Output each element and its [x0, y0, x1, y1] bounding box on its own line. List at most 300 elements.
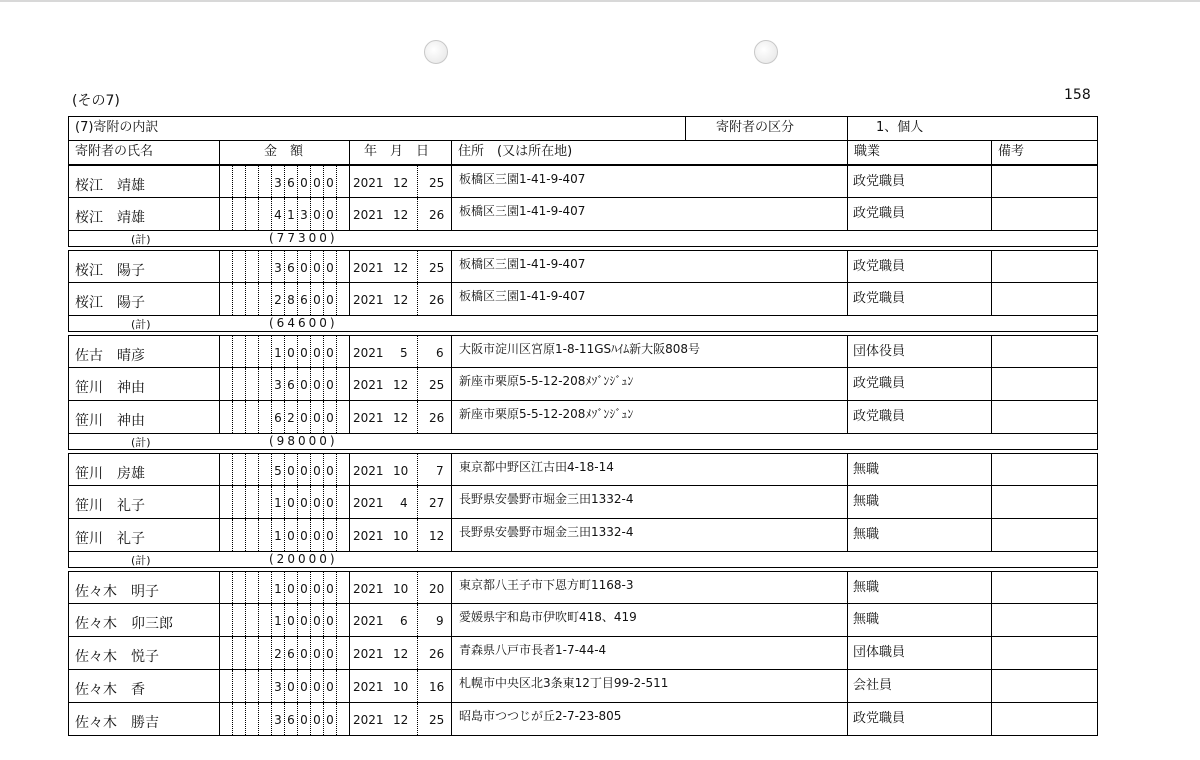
amount-cell [219, 251, 349, 282]
amount-digit: 0 [326, 614, 334, 628]
amount-digit-divider [336, 166, 337, 197]
donation-month: 12 [393, 208, 409, 222]
amount-digit-divider [219, 637, 220, 669]
donor-occupation: 政党職員 [853, 291, 906, 306]
notes-divider [991, 401, 992, 433]
amount-digit-divider [271, 283, 272, 315]
amount-digit-divider [336, 572, 337, 603]
amount-digit-divider [271, 454, 272, 485]
donor-name: 桜江 靖雄 [75, 178, 145, 194]
amount-digit-divider [297, 670, 298, 702]
date-divider [349, 454, 350, 485]
amount-digit: 0 [326, 293, 334, 307]
donor-address: 板橋区三園1-41-9-407 [459, 204, 586, 218]
amount-digit: 0 [326, 176, 334, 190]
amount-digit: 1 [274, 529, 282, 543]
amount-digit-divider [258, 604, 259, 636]
date-day-divider [417, 251, 418, 282]
donor-name: 佐々木 明子 [75, 584, 159, 600]
amount-digit-divider [284, 604, 285, 636]
amount-digit-divider [284, 166, 285, 197]
notes-divider [991, 251, 992, 282]
subtotal-row [68, 434, 1098, 450]
col-date: 年 月 日 [349, 141, 451, 164]
amount-digit: 3 [274, 713, 282, 727]
amount-digit: 2 [274, 647, 282, 661]
address-divider [451, 401, 452, 433]
amount-digit: 0 [300, 713, 308, 727]
amount-digit-divider [219, 336, 220, 367]
page-edge [0, 0, 1200, 2]
table-title-row [68, 117, 1098, 141]
punch-hole-left [424, 40, 448, 64]
amount-digit-divider [258, 251, 259, 282]
amount-digit-divider [336, 368, 337, 400]
address-divider [451, 283, 452, 315]
donor-occupation: 政党職員 [853, 376, 906, 391]
date-divider [349, 401, 350, 433]
amount-cell [219, 368, 349, 400]
amount-digit-divider [271, 166, 272, 197]
date-divider [349, 251, 350, 282]
amount-digit: 3 [274, 680, 282, 694]
amount-digit-divider [258, 486, 259, 518]
amount-digit-divider [245, 486, 246, 518]
address-divider [451, 670, 452, 702]
date-day-divider [417, 519, 418, 551]
amount-digit-divider [245, 368, 246, 400]
amount-digit-divider [310, 572, 311, 603]
donation-year: 2021 [353, 346, 384, 360]
date-day-divider [417, 198, 418, 230]
amount-digit-divider [336, 336, 337, 367]
amount-digit: 0 [313, 496, 321, 510]
donation-day: 27 [429, 496, 445, 510]
amount-digit: 0 [287, 529, 295, 543]
amount-digit-divider [323, 454, 324, 485]
amount-digit-divider [297, 401, 298, 433]
donor-address: 大阪市淀川区宮原1-8-11GSﾊｲﾑ新大阪808号 [459, 342, 701, 356]
column-header-row [68, 141, 1098, 165]
donor-name: 笹川 神由 [75, 413, 145, 429]
amount-digit-divider [310, 401, 311, 433]
subtotal-row [68, 552, 1098, 568]
amount-digit-divider [232, 166, 233, 197]
donation-month: 10 [393, 680, 409, 694]
amount-digit-divider [336, 670, 337, 702]
date-divider [349, 519, 350, 551]
amount-digit-divider [297, 283, 298, 315]
amount-digit-divider [245, 336, 246, 367]
amount-digit-divider [232, 401, 233, 433]
donor-name: 桜江 陽子 [75, 295, 145, 311]
col-occupation: 職業 [847, 141, 991, 164]
amount-digit-divider [284, 519, 285, 551]
donor-name: 桜江 靖雄 [75, 210, 145, 226]
amount-digit-divider [336, 401, 337, 433]
amount-digit-divider [336, 703, 337, 735]
donor-occupation: 団体役員 [853, 344, 906, 359]
notes-divider [991, 486, 992, 518]
notes-divider [991, 454, 992, 485]
amount-digit-divider [297, 198, 298, 230]
donor-occupation: 政党職員 [853, 174, 906, 189]
date-divider [349, 486, 350, 518]
occupation-divider [847, 637, 848, 669]
amount-digit-divider [323, 670, 324, 702]
amount-digit-divider [297, 637, 298, 669]
amount-digit: 0 [326, 346, 334, 360]
amount-digit: 1 [287, 208, 295, 222]
donation-row [68, 637, 1098, 670]
amount-digit-divider [310, 486, 311, 518]
amount-digit-divider [297, 336, 298, 367]
donation-day: 12 [429, 529, 445, 543]
amount-digit: 0 [300, 582, 308, 596]
amount-digit: 3 [300, 208, 308, 222]
amount-digit-divider [258, 283, 259, 315]
amount-digit: 5 [274, 464, 282, 478]
subtotal-label: (計) [131, 436, 151, 449]
amount-digit-divider [271, 198, 272, 230]
amount-digit: 3 [274, 378, 282, 392]
donor-name: 桜江 陽子 [75, 263, 145, 279]
donation-row [68, 519, 1098, 552]
amount-digit: 8 [287, 293, 295, 307]
donation-day: 25 [429, 713, 445, 727]
subtotal-label: (計) [131, 233, 151, 246]
amount-digit: 0 [313, 293, 321, 307]
donor-name: 笹川 礼子 [75, 531, 145, 547]
donation-month: 6 [400, 614, 408, 628]
amount-digit: 0 [326, 647, 334, 661]
amount-digit-divider [323, 251, 324, 282]
amount-digit-divider [232, 283, 233, 315]
donor-address: 板橋区三園1-41-9-407 [459, 172, 586, 186]
occupation-divider [847, 670, 848, 702]
date-day-divider [417, 486, 418, 518]
amount-digit-divider [323, 166, 324, 197]
amount-digit-divider [271, 336, 272, 367]
amount-cell [219, 198, 349, 230]
amount-digit-divider [219, 604, 220, 636]
amount-digit-divider [310, 637, 311, 669]
amount-digit-divider [284, 198, 285, 230]
amount-digit-divider [310, 519, 311, 551]
amount-digit-divider [271, 572, 272, 603]
punch-hole-right [754, 40, 778, 64]
donation-month: 10 [393, 464, 409, 478]
donation-year: 2021 [353, 496, 384, 510]
date-divider [349, 336, 350, 367]
amount-digit-divider [245, 572, 246, 603]
amount-digit-divider [310, 670, 311, 702]
amount-digit: 0 [313, 176, 321, 190]
donation-row [68, 335, 1098, 368]
sheet-heading: (その7) [72, 93, 120, 109]
amount-digit: 6 [287, 261, 295, 275]
amount-digit-divider [271, 519, 272, 551]
occupation-divider [847, 401, 848, 433]
amount-digit: 0 [300, 378, 308, 392]
amount-digit-divider [271, 401, 272, 433]
amount-digit-divider [219, 166, 220, 197]
amount-digit-divider [232, 604, 233, 636]
amount-digit: 4 [274, 208, 282, 222]
amount-digit-divider [297, 519, 298, 551]
amount-digit-divider [323, 283, 324, 315]
amount-digit: 0 [313, 614, 321, 628]
amount-digit-divider [219, 519, 220, 551]
amount-digit-divider [258, 670, 259, 702]
donation-day: 26 [429, 208, 445, 222]
amount-digit-divider [336, 637, 337, 669]
donation-row [68, 283, 1098, 316]
amount-digit-divider [284, 336, 285, 367]
amount-digit: 6 [287, 176, 295, 190]
amount-digit-divider [336, 251, 337, 282]
donor-name: 佐々木 卯三郎 [75, 616, 173, 632]
amount-digit-divider [271, 604, 272, 636]
amount-digit-divider [232, 454, 233, 485]
donation-day: 26 [429, 411, 445, 425]
donation-month: 12 [393, 647, 409, 661]
amount-digit-divider [258, 401, 259, 433]
address-divider [451, 637, 452, 669]
amount-digit: 0 [300, 261, 308, 275]
occupation-divider [847, 703, 848, 735]
donation-month: 5 [400, 346, 408, 360]
notes-divider [991, 670, 992, 702]
address-divider [451, 368, 452, 400]
amount-digit-divider [284, 283, 285, 315]
amount-digit-divider [297, 703, 298, 735]
amount-digit: 0 [287, 496, 295, 510]
amount-digit-divider [258, 454, 259, 485]
donation-month: 12 [393, 176, 409, 190]
amount-digit-divider [245, 198, 246, 230]
date-day-divider [417, 637, 418, 669]
date-divider [349, 283, 350, 315]
donation-row [68, 453, 1098, 486]
amount-cell [219, 572, 349, 603]
donation-year: 2021 [353, 208, 384, 222]
date-divider [349, 166, 350, 197]
amount-digit: 0 [300, 614, 308, 628]
donor-address: 愛媛県宇和島市伊吹町418、419 [459, 610, 637, 624]
col-amount: 金 額 [219, 141, 349, 164]
amount-digit-divider [284, 251, 285, 282]
amount-digit-divider [323, 637, 324, 669]
amount-digit-divider [284, 670, 285, 702]
donation-day: 25 [429, 261, 445, 275]
amount-digit: 1 [274, 346, 282, 360]
donation-table [68, 116, 1098, 731]
donor-address: 板橋区三園1-41-9-407 [459, 289, 586, 303]
donor-occupation: 無職 [853, 462, 880, 477]
subtotal-value: (20000) [269, 552, 338, 566]
amount-digit: 0 [313, 582, 321, 596]
subtotal-value: (64600) [269, 316, 338, 330]
amount-digit-divider [219, 703, 220, 735]
amount-digit-divider [232, 368, 233, 400]
donation-month: 12 [393, 293, 409, 307]
amount-digit: 6 [287, 378, 295, 392]
amount-digit-divider [258, 703, 259, 735]
amount-digit-divider [323, 604, 324, 636]
donor-name: 佐々木 香 [75, 682, 145, 698]
donor-name: 笹川 礼子 [75, 498, 145, 514]
donor-address: 昭島市つつじが丘2-7-23-805 [459, 709, 622, 723]
amount-digit: 0 [300, 411, 308, 425]
donor-address: 東京都中野区江古田4-18-14 [459, 460, 614, 474]
amount-digit-divider [323, 336, 324, 367]
notes-divider [991, 198, 992, 230]
amount-digit-divider [271, 486, 272, 518]
amount-digit-divider [245, 283, 246, 315]
donation-year: 2021 [353, 614, 384, 628]
address-divider [451, 198, 452, 230]
notes-divider [991, 572, 992, 603]
amount-digit-divider [310, 198, 311, 230]
donation-year: 2021 [353, 176, 384, 190]
amount-digit-divider [297, 166, 298, 197]
donor-name: 佐々木 悦子 [75, 649, 159, 665]
amount-digit: 3 [274, 176, 282, 190]
subtotal-label: (計) [131, 318, 151, 331]
amount-digit-divider [284, 637, 285, 669]
amount-digit-divider [336, 519, 337, 551]
amount-digit: 0 [287, 464, 295, 478]
amount-digit-divider [258, 368, 259, 400]
amount-digit-divider [323, 368, 324, 400]
date-day-divider [417, 572, 418, 603]
amount-digit-divider [297, 572, 298, 603]
donor-occupation: 会社員 [853, 678, 893, 693]
amount-digit-divider [219, 401, 220, 433]
donation-year: 2021 [353, 713, 384, 727]
amount-cell [219, 670, 349, 702]
notes-divider [991, 519, 992, 551]
col-name: 寄附者の氏名 [75, 144, 154, 159]
date-divider [349, 198, 350, 230]
address-divider [451, 336, 452, 367]
occupation-divider [847, 166, 848, 197]
amount-digit: 0 [287, 346, 295, 360]
notes-divider [991, 637, 992, 669]
donation-row [68, 670, 1098, 703]
amount-digit-divider [284, 486, 285, 518]
amount-digit-divider [245, 401, 246, 433]
subtotal-label: (計) [131, 554, 151, 567]
donor-occupation: 無職 [853, 494, 880, 509]
amount-digit-divider [219, 486, 220, 518]
amount-digit: 3 [274, 261, 282, 275]
amount-digit-divider [219, 454, 220, 485]
donor-name: 佐古 晴彦 [75, 348, 145, 364]
donor-occupation: 無職 [853, 527, 880, 542]
date-day-divider [417, 336, 418, 367]
amount-digit: 6 [300, 293, 308, 307]
donation-row [68, 368, 1098, 401]
amount-digit-divider [310, 368, 311, 400]
donor-address: 新座市栗原5-5-12-208ﾒｿﾞﾝｼﾞｭﾝ [459, 407, 634, 421]
subtotal-value: (98000) [269, 434, 338, 448]
amount-digit: 0 [287, 582, 295, 596]
amount-digit: 0 [326, 582, 334, 596]
amount-digit-divider [336, 454, 337, 485]
amount-digit-divider [232, 572, 233, 603]
amount-digit: 0 [326, 680, 334, 694]
date-day-divider [417, 454, 418, 485]
occupation-divider [847, 604, 848, 636]
table-title: (7)寄附の内訳 [75, 120, 159, 135]
amount-cell [219, 401, 349, 433]
notes-divider [991, 703, 992, 735]
donation-year: 2021 [353, 293, 384, 307]
donor-name: 笹川 房雄 [75, 466, 145, 482]
donor-address: 青森県八戸市長者1-7-44-4 [459, 643, 607, 657]
amount-digit-divider [297, 604, 298, 636]
occupation-divider [847, 368, 848, 400]
amount-digit: 0 [313, 647, 321, 661]
amount-digit-divider [297, 368, 298, 400]
date-day-divider [417, 703, 418, 735]
occupation-divider [847, 519, 848, 551]
amount-digit-divider [245, 519, 246, 551]
amount-digit-divider [323, 401, 324, 433]
date-day-divider [417, 368, 418, 400]
donation-year: 2021 [353, 582, 384, 596]
amount-digit-divider [258, 336, 259, 367]
col-notes: 備考 [991, 141, 1097, 164]
amount-digit: 0 [313, 346, 321, 360]
date-divider [349, 670, 350, 702]
amount-digit-divider [284, 572, 285, 603]
amount-digit-divider [284, 703, 285, 735]
donation-row [68, 165, 1098, 198]
donor-name: 佐々木 勝吉 [75, 715, 159, 731]
amount-digit-divider [310, 336, 311, 367]
donation-day: 6 [436, 346, 444, 360]
amount-digit-divider [323, 486, 324, 518]
date-divider [349, 572, 350, 603]
amount-digit: 0 [300, 176, 308, 190]
amount-digit-divider [310, 166, 311, 197]
donor-name: 笹川 神由 [75, 380, 145, 396]
address-divider [451, 604, 452, 636]
address-divider [451, 703, 452, 735]
amount-digit-divider [245, 604, 246, 636]
donation-day: 26 [429, 647, 445, 661]
category-label: 寄附者の区分 [685, 117, 847, 140]
amount-digit-divider [232, 637, 233, 669]
amount-digit-divider [245, 637, 246, 669]
amount-digit: 0 [313, 261, 321, 275]
date-day-divider [417, 166, 418, 197]
amount-digit-divider [219, 368, 220, 400]
amount-digit: 0 [313, 411, 321, 425]
amount-digit-divider [232, 336, 233, 367]
donation-month: 12 [393, 411, 409, 425]
donation-month: 4 [400, 496, 408, 510]
amount-digit: 0 [287, 680, 295, 694]
amount-digit-divider [232, 670, 233, 702]
date-day-divider [417, 401, 418, 433]
amount-digit-divider [297, 486, 298, 518]
donation-day: 25 [429, 176, 445, 190]
amount-digit-divider [245, 454, 246, 485]
